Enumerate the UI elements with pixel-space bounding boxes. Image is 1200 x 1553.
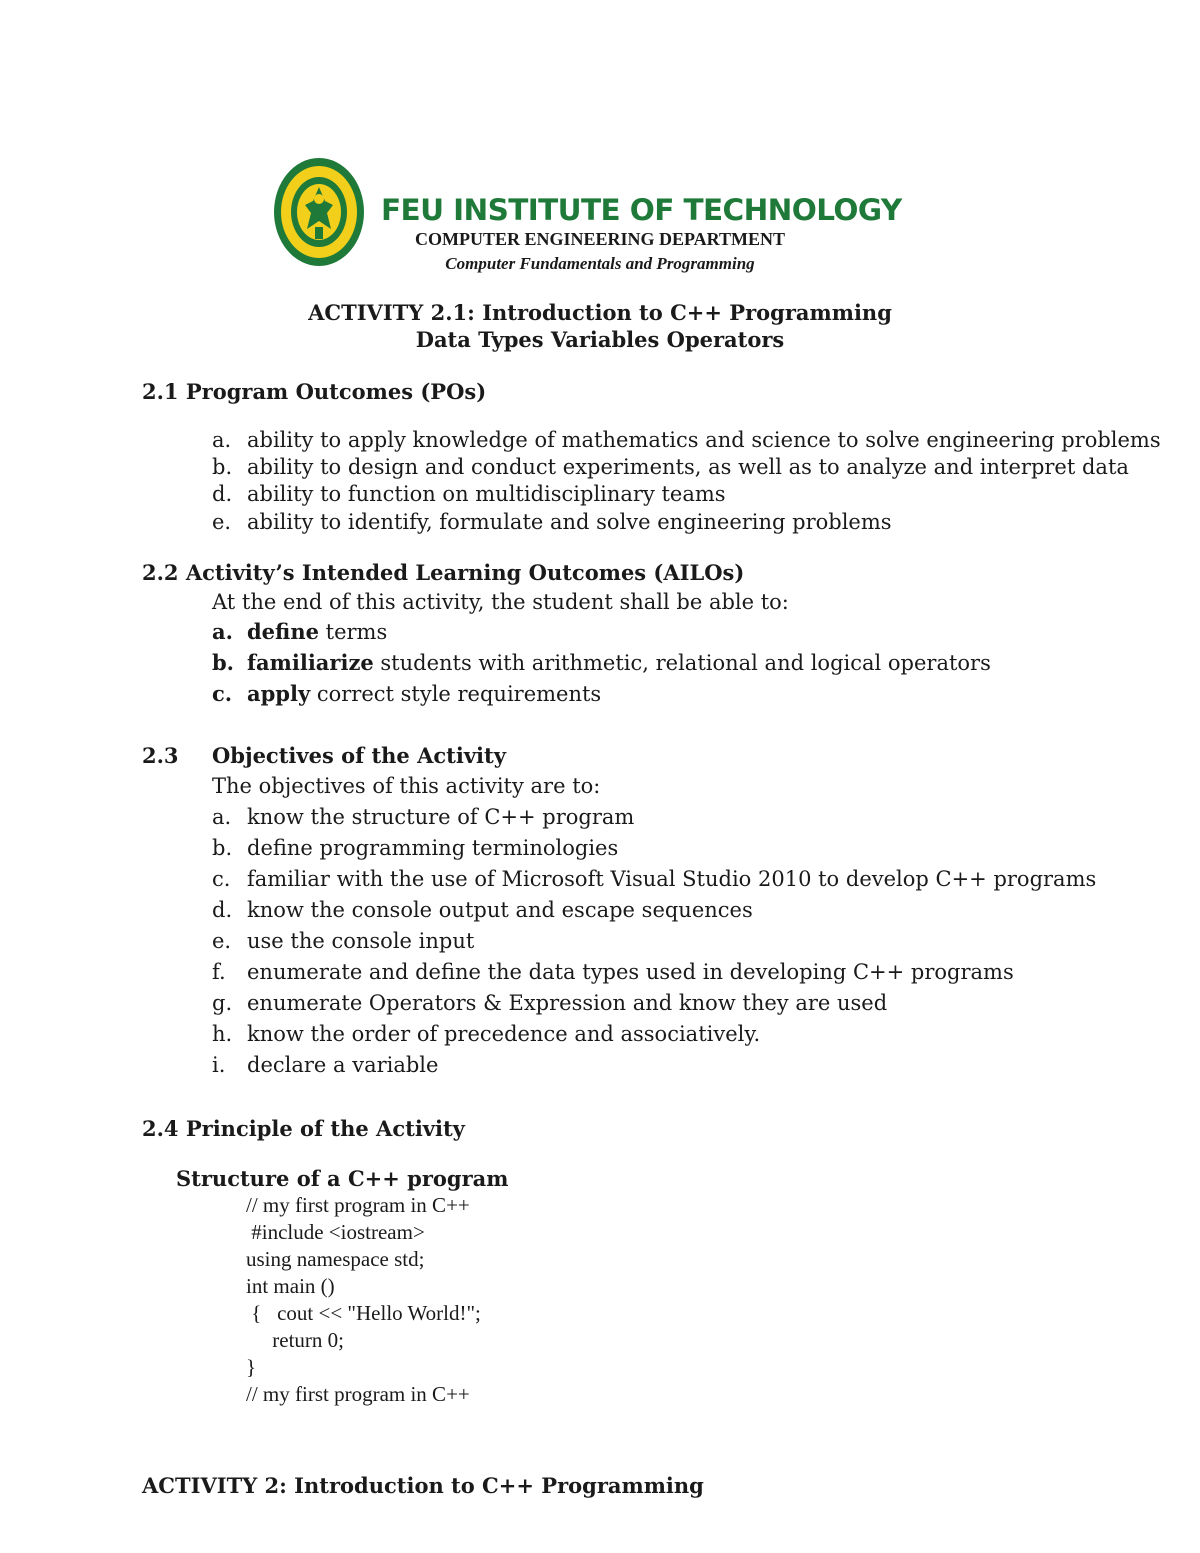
feu-tech-logo <box>273 157 365 267</box>
ailo-item <box>247 681 601 706</box>
obj-item-text: enumerate Operators & Expression and know they are used <box>247 991 888 1015</box>
obj-item-label: i. <box>212 1053 226 1077</box>
obj-item-text: enumerate and define the data types used in developing C++ programs <box>247 960 1014 984</box>
ailo-text: terms <box>318 620 388 644</box>
ailo-item-label: b. <box>212 650 234 675</box>
code-line: #include <iostream> <box>246 1220 425 1244</box>
code-line: int main () <box>246 1274 335 1298</box>
po-item-text: ability to apply knowledge of mathematics and science to solve engineering problems <box>247 428 1161 452</box>
obj-item-text: define programming terminologies <box>247 836 619 860</box>
ailo-item-label: c. <box>212 681 233 706</box>
ailo-text: correct style requirements <box>310 682 602 706</box>
code-structure-heading: Structure of a C++ program <box>176 1166 509 1191</box>
ailo-item-label: a. <box>212 619 233 644</box>
po-item-text: ability to identify, formulate and solve engineering problems <box>247 510 892 534</box>
obj-item-text: know the structure of C++ program <box>247 805 635 829</box>
section-ailo-heading: 2.2 Activity’s Intended Learning Outcomes (AILOs) <box>142 560 745 585</box>
section-obj-heading: Objectives of the Activity <box>212 743 506 768</box>
obj-item-text: know the console output and escape sequences <box>247 898 753 922</box>
section-po-heading: 2.1 Program Outcomes (POs) <box>142 379 487 404</box>
code-line: // my first program in C++ <box>246 1382 470 1406</box>
code-line: using namespace std; <box>246 1247 425 1271</box>
ailo-keyword: familiarize <box>247 650 374 675</box>
section-obj-number: 2.3 <box>142 743 179 768</box>
obj-item-label: e. <box>212 929 232 953</box>
po-item-label: a. <box>212 428 232 452</box>
obj-item-label: c. <box>212 867 231 891</box>
ailo-item <box>247 650 991 675</box>
obj-item-text: know the order of precedence and associatively. <box>247 1022 761 1046</box>
po-item-label: e. <box>212 510 232 534</box>
code-line: } <box>246 1355 257 1379</box>
course-name: Computer Fundamentals and Programming <box>445 254 755 273</box>
obj-item-label: h. <box>212 1022 233 1046</box>
activity-subtitle: Data Types Variables Operators <box>415 327 785 352</box>
obj-item-text: use the console input <box>247 929 475 953</box>
ailo-text: students with arithmetic, relational and logical operators <box>373 651 991 675</box>
po-item-label: b. <box>212 455 233 479</box>
department-name: COMPUTER ENGINEERING DEPARTMENT <box>414 229 786 249</box>
org-name: FEU INSTITUTE OF TECHNOLOGY <box>381 193 902 227</box>
obj-item-label: a. <box>212 805 232 829</box>
obj-item-text: declare a variable <box>247 1053 439 1077</box>
obj-item-label: f. <box>212 960 226 984</box>
obj-item-label: d. <box>212 898 233 922</box>
code-line: // my first program in C++ <box>246 1193 470 1217</box>
code-line: return 0; <box>246 1328 344 1352</box>
obj-item-label: b. <box>212 836 233 860</box>
section-principle-heading: 2.4 Principle of the Activity <box>142 1116 465 1141</box>
po-item-text: ability to function on multidisciplinary teams <box>247 482 726 506</box>
po-item-label: d. <box>212 482 233 506</box>
ailo-keyword: define <box>247 619 319 644</box>
po-item-text: ability to design and conduct experiments, as well as to analyze and interpret data <box>247 455 1129 479</box>
section-obj-intro: The objectives of this activity are to: <box>212 774 601 798</box>
activity-title: ACTIVITY 2.1: Introduction to C++ Programming <box>308 300 892 325</box>
ailo-keyword: apply <box>247 681 311 706</box>
obj-item-text: familiar with the use of Microsoft Visual Studio 2010 to develop C++ programs <box>247 867 1097 891</box>
obj-item-label: g. <box>212 991 233 1015</box>
ailo-item <box>247 619 387 644</box>
section-ailo-intro: At the end of this activity, the student shall be able to: <box>212 590 789 614</box>
footer-activity-title: ACTIVITY 2: Introduction to C++ Programming <box>142 1473 704 1498</box>
code-line: { cout << "Hello World!"; <box>246 1301 481 1325</box>
